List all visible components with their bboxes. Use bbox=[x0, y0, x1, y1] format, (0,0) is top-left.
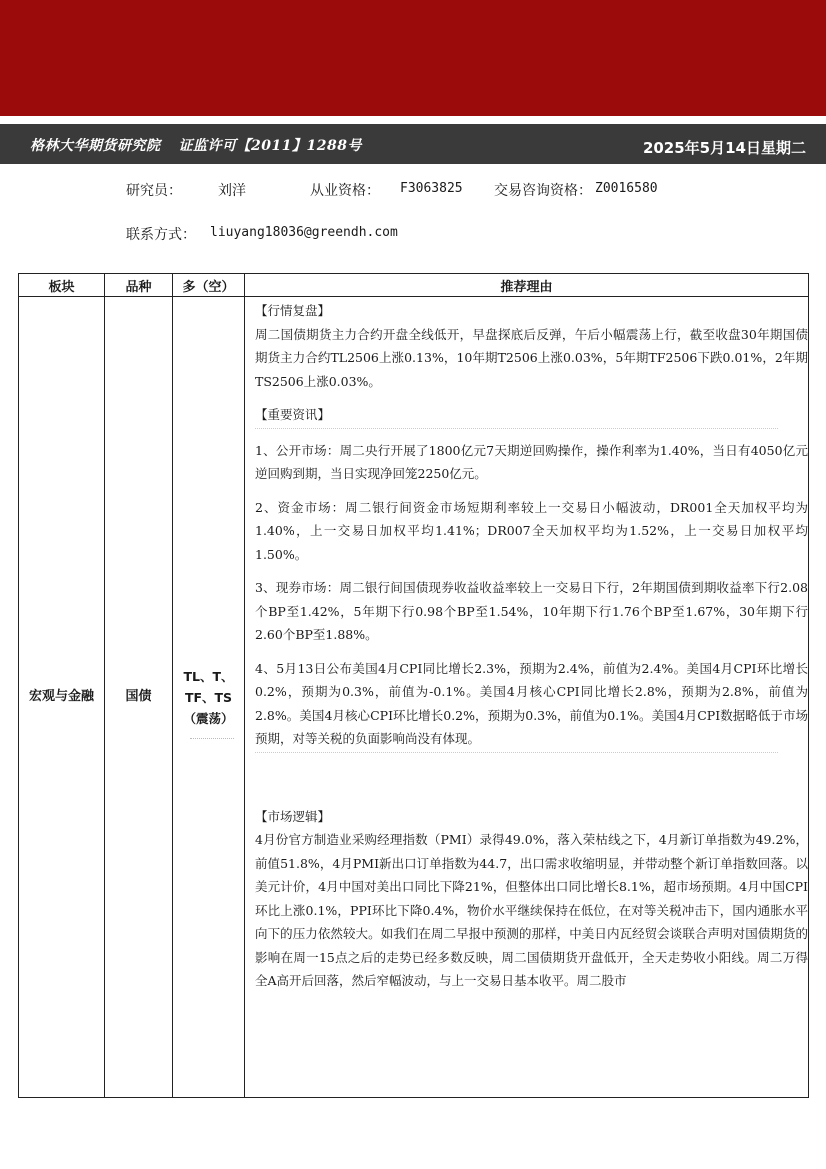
direction-cell: TL、T、 TF、TS （震荡） bbox=[173, 297, 245, 1098]
license-no: 证监许可【2011】1288号 bbox=[178, 138, 362, 154]
section-title-news: 【重要资讯】 bbox=[255, 407, 331, 422]
section-title-logic: 【市场逻辑】 bbox=[255, 808, 331, 824]
header-product: 品种 bbox=[105, 274, 173, 297]
table-header-row bbox=[19, 274, 809, 297]
header-bar bbox=[0, 124, 826, 164]
sector-cell: 宏观与金融 bbox=[19, 297, 105, 1098]
section-title-review: 【行情复盘】 bbox=[255, 303, 331, 318]
recommendation-table bbox=[18, 273, 809, 1098]
contact-email[interactable]: liuyang18036@greendh.com bbox=[210, 225, 398, 240]
brand-band bbox=[0, 0, 826, 116]
reason-cell bbox=[245, 297, 809, 1098]
consult-no: Z0016580 bbox=[595, 181, 658, 196]
consult-label: 交易咨询资格： bbox=[494, 183, 592, 199]
researcher-label: 研究员： bbox=[126, 183, 182, 199]
qualification-no: F3063825 bbox=[400, 181, 463, 196]
table-row bbox=[19, 297, 809, 1098]
researcher-row bbox=[126, 180, 182, 200]
header-reason: 推荐理由 bbox=[245, 274, 809, 297]
report-date: 2025年5月14日星期二 bbox=[642, 139, 806, 157]
header-direction: 多（空） bbox=[173, 274, 245, 297]
news-item-1: 1、公开市场：周二央行开展了1800亿元7天期逆回购操作，操作利率为1.40%，当日有4050亿元逆回购到期，当日实现净回笼2250亿元。 bbox=[255, 442, 808, 481]
org-name: 格林大华期货研究院 bbox=[30, 138, 161, 154]
news-item-4: 4、5月13日公布美国4月CPI同比增长2.3%，预期为2.4%，前值为2.4%。美国4月CPI环比增长0.2%，预期为0.3%，前值为-0.1%。美国4月核心CPI同比增长2.8%，预期为2.8%，前值为2.8%。美国4月核心CPI环比增长0.2%，预期为0.3%，前值为0.1%。美国4月CPI数据略低于市场预期，对等关税的负面影响尚没有体现。 bbox=[255, 660, 808, 746]
header-sector: 板块 bbox=[19, 274, 105, 297]
news-item-2: 2、资金市场：周二银行间资金市场短期利率较上一交易日小幅波动，DR001全天加权平均为1.40%，上一交易日加权平均1.41%；DR007全天加权平均为1.52%，上一交易日加权平均1.50%。 bbox=[255, 499, 808, 562]
news-item-3: 3、现券市场：周二银行间国债现券收益收益率较上一交易日下行，2年期国债到期收益率下行2.08个BP至1.42%，5年期下行0.98个BP至1.54%，10年期下行1.76个BP至1.67%，30年期下行2.60个BP至1.88%。 bbox=[255, 580, 808, 642]
qualification-label: 从业资格： bbox=[310, 183, 380, 199]
divider bbox=[190, 738, 234, 739]
product-cell: 国债 bbox=[105, 297, 173, 1098]
researcher-name: 刘洋 bbox=[218, 183, 246, 199]
logic-text: 4月份官方制造业采购经理指数（PMI）录得49.0%，落入荣枯线之下，4月新订单指数为49.2%，前值51.8%，4月PMI新出口订单指数为44.7，出口需求收缩明显，并带动整个新订单指数回落。以美元计价，4月中国对美出口同比下降21%，但整体出口同比增长8.1%，超市场预期。4月中国CPI环比上涨0.1%，PPI环比下降0.4%，物价水平继续保持在低位，在对等关税冲击下，国内通胀水平向下的压力依然较大。如我们在周二早报中预测的那样，中美日内瓦经贸会谈联合声明对国债期货的影响在周一15点之后的走势已经多数反映，周二国债期货开盘低开，全天走势收小阳线。周二万得全A高开后回落，然后窄幅波动，与上一交易日基本收平。周二股市 bbox=[255, 832, 808, 988]
review-text: 周二国债期货主力合约开盘全线低开，早盘探底后反弹，午后小幅震荡上行，截至收盘30年期国债期货主力合约TL2506上涨0.13%，10年期T2506上涨0.03%，5年期TF2506下跌0.01%，2年期TS2506上涨0.03%。 bbox=[255, 326, 808, 389]
contact-label: 联系方式： bbox=[126, 227, 196, 243]
